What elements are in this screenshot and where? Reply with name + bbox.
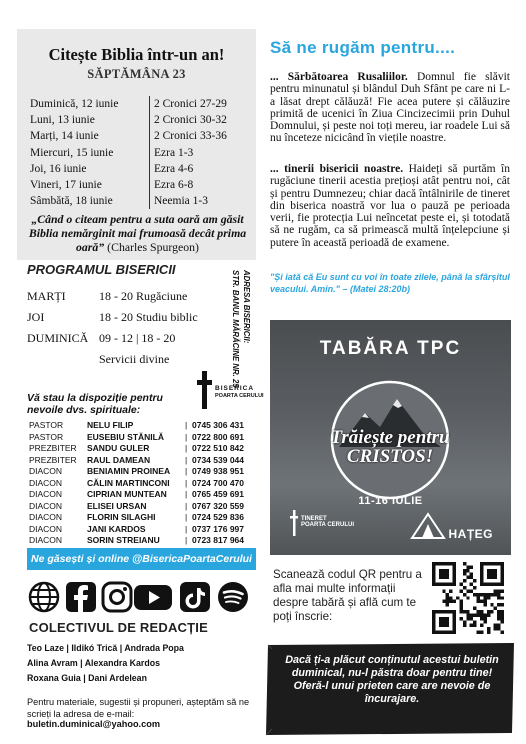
contact-row (29, 466, 264, 478)
program-day: JOI (27, 310, 45, 324)
reading-passage: Neemia 1-3 (154, 195, 208, 208)
editorial-title: COLECTIVUL DE REDACȚIE (29, 620, 208, 635)
reading-passage: Ezra 6-8 (154, 178, 194, 191)
online-banner[interactable]: Ne găsești și online @BisericaPoartaCerului (27, 548, 256, 570)
contact-phone[interactable]: | 0722 510 842 (192, 443, 244, 455)
prayer-item-text: Haideți să purtăm în rugăciune tinerii acestia prețioși atât pentru noi, cât și pentru Dumnezeu; chiar dacă întâlnirile de tineret din biserica noastră vor lua o pauză pe perioada verii, fie protecția Lui neîncetat peste ei, și totodată să ne rugăm, ca să primească multă înțelepciune și putere în această perioadă de examene. (270, 163, 510, 249)
contact-name: EUSEBIU STĂNILĂ (87, 431, 164, 442)
qr-code[interactable] (432, 562, 504, 634)
contact-phone[interactable]: | 0723 817 964 (192, 535, 244, 547)
church-logo-icon (196, 370, 264, 410)
program-time: 18 - 20 Studiu biblic (99, 310, 198, 324)
contact-role: DIACON (29, 489, 63, 499)
camp-title: TABĂRA TPC (319, 338, 462, 359)
contact-row (29, 535, 264, 547)
contact-row (29, 512, 264, 524)
contact-role: DIACON (29, 512, 63, 522)
instagram-icon[interactable] (100, 580, 134, 614)
spotify-icon[interactable] (216, 580, 250, 614)
editors-line: Roxana Guia | Dani Ardelean (27, 673, 147, 683)
reading-passage: 2 Cronici 33-36 (154, 130, 227, 143)
qr-instructions: Scanează codul QR pentru a afla mai multe informații despre tabără și află cum te poți înscrie: (273, 568, 422, 623)
reading-day: Joi, 16 iunie (30, 162, 87, 175)
spurgeon-quote (25, 212, 250, 254)
camp-location: HAȚEG (448, 527, 493, 541)
contact-name: SANDU GULER (87, 443, 150, 453)
facebook-icon[interactable] (64, 580, 98, 614)
reading-passage: 2 Cronici 30-32 (154, 114, 227, 127)
contact-row (29, 524, 264, 536)
program-day: DUMINICĂ (27, 331, 89, 345)
contact-phone[interactable]: | 0737 176 997 (192, 524, 244, 536)
contact-role: DIACON (29, 477, 63, 488)
contact-phone[interactable]: | 0724 700 470 (192, 478, 244, 490)
contact-name: SORIN STREIANU (87, 535, 160, 545)
bible-reading-title: Citește Biblia într-un an! (48, 45, 225, 64)
reading-passage: Ezra 4-6 (154, 162, 194, 175)
camp-organizer-line1: TINERET (301, 516, 327, 522)
contacts-intro: Vă stau la dispoziție pentru nevoile dvs. spirituale: (27, 392, 163, 416)
program-time: 18 - 20 Rugăciune (99, 289, 188, 303)
contact-role: DIACON (29, 535, 63, 545)
prayer-item-youth (270, 163, 510, 249)
globe-icon[interactable] (27, 580, 61, 614)
camp-slogan-line1: Trăiește pentru (330, 427, 450, 448)
contact-row (29, 501, 264, 513)
contact-name: JANI KARDOS (87, 523, 146, 534)
contact-name: CĂLIN MARTINCONI (87, 477, 170, 488)
contact-role: PASTOR (29, 420, 64, 430)
contact-row (29, 432, 264, 444)
bible-reading-week: SĂPTĂMÂNA 23 (87, 67, 186, 81)
contact-phone[interactable]: | 0767 320 559 (192, 501, 244, 513)
contact-role: DIACON (29, 500, 63, 511)
editors-line: Alina Avram | Alexandra Kardos (27, 658, 160, 668)
contact-phone[interactable]: | 0745 306 431 (192, 420, 244, 432)
program-time: Servicii divine (99, 352, 170, 366)
reading-passages (149, 96, 249, 209)
reading-days (30, 96, 150, 209)
contact-name: FLORIN SILAGHI (87, 512, 156, 522)
contact-role: PREZBITER (29, 454, 77, 465)
contact-row (29, 443, 264, 455)
reading-passage: Ezra 1-3 (154, 146, 194, 159)
prayer-item-text: Domnul fie slăvit pentru minunatul și blândul Duh Sfânt pe care ni L-a lăsat drept călăuză! Fie acea putere și călăuzire primită de ucenici în Ziua Cincizecimii prin Duhul Domnului, și peste noi toți mereu, iar roadele Lui să nu înceteze nicicând în viețile noastre. (270, 71, 510, 145)
reading-day: Sâmbătă, 18 iunie (30, 195, 113, 208)
contact-row (29, 420, 264, 432)
contact-phone[interactable]: | 0734 539 044 (192, 455, 244, 467)
cross-icon (290, 510, 298, 536)
contact-phone[interactable]: | 0765 459 691 (192, 489, 244, 501)
tent-icon (410, 512, 446, 540)
bible-verse: "Și iată că Eu sunt cu voi în toate zilele, până la sfârșitul veacului. Amin." – (Matei 28:20b) (270, 272, 510, 294)
prayer-item-pentecost (270, 71, 510, 145)
reading-day: Vineri, 17 iunie (30, 178, 102, 191)
contact-email-link[interactable]: buletin.duminical@yahoo.com (27, 719, 161, 729)
contact-role: PREZBITER (29, 443, 77, 453)
address-street: STR. BANUL MĂRĂCINE NR. 25 (231, 270, 240, 388)
youtube-icon[interactable] (132, 580, 174, 614)
reading-day: Marți, 14 iunie (30, 130, 99, 143)
prayer-item-heading: ... tinerii bisericii noastre. (270, 163, 404, 175)
share-message: Dacă ți-a plăcut conținutul acestui buletin duminical, nu-l păstra doar pentru tine! Oferă-l unui prieten care are nevoie de încurajare. (285, 654, 499, 705)
contact-name: ELISEI URSAN (87, 500, 147, 511)
contact-phone[interactable]: | 0724 529 836 (192, 512, 244, 524)
reading-day: Luni, 13 iunie (30, 114, 95, 127)
camp-organizer-line2: POARTA CERULUI (301, 522, 354, 528)
contact-role: DIACON (29, 466, 63, 476)
prayer-item-heading: ... Sărbătoarea Rusaliilor. (270, 71, 408, 83)
quote-author: (Charles Spurgeon) (107, 240, 199, 254)
camp-organizer (301, 516, 371, 528)
contact-row (29, 489, 264, 501)
contact-row (29, 478, 264, 490)
contact-role: PASTOR (29, 431, 64, 442)
contact-name: RAUL DAMEAN (87, 454, 151, 465)
church-name-line2: POARTA CERULUI (215, 393, 264, 399)
contact-name: BENIAMIN PROINEA (87, 466, 171, 476)
quote-text: „Când o citeam pentru a suta oară am găsit Biblia nemărginit mai frumoasă decât prima oară” (28, 212, 247, 254)
reading-passage: 2 Cronici 27-29 (154, 98, 227, 110)
materials-note: Pentru materiale, sugestii și propuneri, așteptăm să ne scrieți la adresa de e-mail: (27, 697, 250, 719)
contact-phone[interactable]: | 0749 938 951 (192, 466, 244, 478)
contact-name: NELU FILIP (87, 420, 134, 430)
contact-name: CIPRIAN MUNTEAN (87, 489, 167, 499)
reading-day: Duminică, 12 iunie (30, 98, 119, 110)
church-name-line1: BISERICA (215, 385, 255, 392)
tiktok-icon[interactable] (178, 580, 212, 614)
address-label: ADRESA BISERICII: (242, 270, 251, 344)
reading-day: Miercuri, 15 iunie (30, 146, 114, 159)
camp-poster[interactable] (270, 320, 511, 555)
editors-line: Teo Laze | Ildikó Trică | Andrada Popa (27, 643, 184, 653)
contact-phone[interactable]: | 0722 800 691 (192, 432, 244, 444)
contact-role: DIACON (29, 523, 63, 534)
contact-row (29, 455, 264, 467)
program-time: 09 - 12 | 18 - 20 (99, 331, 176, 345)
camp-slogan-line2: CRISTOS! (346, 446, 434, 467)
program-title: PROGRAMUL BISERICII (27, 262, 176, 277)
program-day: MARȚI (27, 289, 66, 303)
camp-dates: 11-16 IULIE (358, 495, 423, 507)
prayer-title: Să ne rugăm pentru.... (270, 38, 456, 57)
camp-slogan (310, 428, 470, 466)
bible-reading-box (17, 29, 256, 260)
